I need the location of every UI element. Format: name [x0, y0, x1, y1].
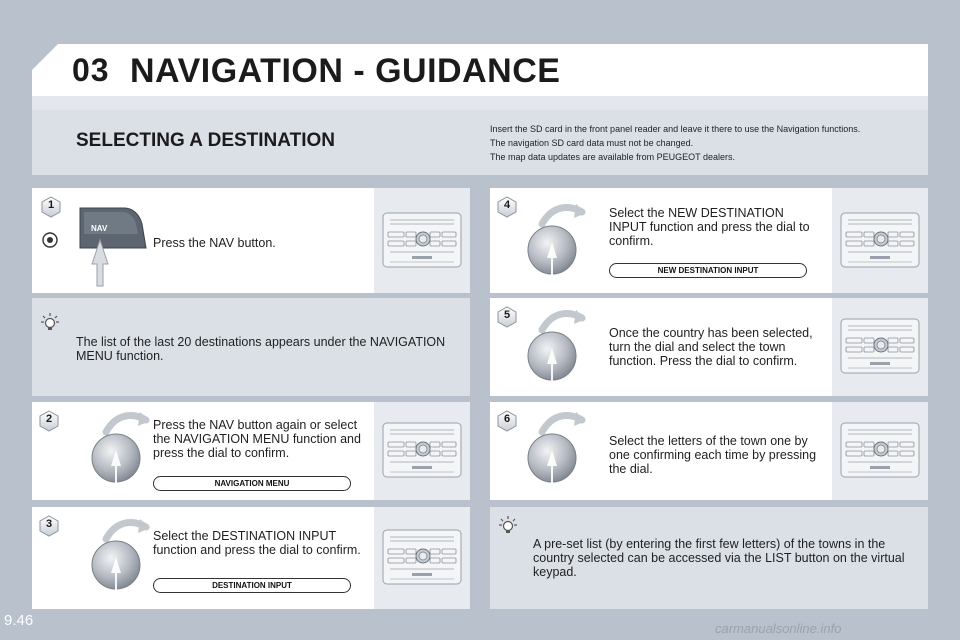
step-4-text: Select the NEW DESTINATION INPUT function and press the dial to confirm. — [609, 206, 810, 248]
nav-button-label: NAV — [91, 224, 108, 233]
step-6-panel — [490, 402, 928, 500]
step-1-text: Press the NAV button. — [153, 236, 276, 250]
step-6-text: Select the letters of the town one by one confirming each time by pressing the dial. — [609, 434, 817, 476]
step-3-illustration-area — [374, 507, 470, 609]
step-1-illustration-area — [374, 188, 470, 293]
step-1-panel — [32, 188, 470, 293]
step-3-badge — [38, 515, 60, 537]
section-title: SELECTING A DESTINATION — [76, 130, 335, 151]
step-6-badge — [496, 410, 518, 432]
step-2-badge — [38, 410, 60, 432]
step-1-number: 1 — [47, 199, 55, 211]
step-2-illustration-area — [374, 402, 470, 500]
destination-input-label: DESTINATION INPUT — [153, 578, 351, 593]
eye-icon — [41, 231, 59, 249]
radio-unit-icon — [840, 422, 920, 478]
step-2-number: 2 — [45, 413, 53, 425]
step-4-number: 4 — [503, 199, 511, 211]
step-4-illustration-area — [832, 188, 928, 293]
step-6-number: 6 — [503, 413, 511, 425]
intro-line-1: Insert the SD card in the front panel reader and leave it there to use the Navigation functions. — [490, 124, 861, 134]
tip-2-panel — [490, 507, 928, 609]
step-4-badge — [496, 196, 518, 218]
page-number: 9.46 — [4, 612, 34, 629]
step-5-illustration-area — [832, 298, 928, 396]
step-1-badge — [40, 196, 62, 218]
navigation-menu-label: NAVIGATION MENU — [153, 476, 351, 491]
radio-unit-icon — [382, 529, 462, 585]
intro-line-3: The map data updates are available from PEUGEOT dealers. — [490, 152, 735, 162]
step-5-text: Once the country has been selected, turn the dial and select the town function. Press the dial to confirm. — [609, 326, 813, 368]
step-3-panel — [32, 507, 470, 609]
dial-press-icon — [88, 406, 152, 492]
step-3-number: 3 — [45, 518, 53, 530]
dial-press-icon — [524, 198, 588, 284]
tip-1-panel — [32, 298, 470, 396]
nav-button-icon — [76, 202, 160, 288]
step-5-number: 5 — [503, 309, 511, 321]
step-5-panel — [490, 298, 928, 396]
header-stripe — [32, 96, 928, 110]
dial-press-icon — [524, 406, 588, 492]
radio-unit-icon — [382, 212, 462, 268]
intro-line-2: The navigation SD card data must not be changed. — [490, 138, 694, 148]
new-destination-input-label: NEW DESTINATION INPUT — [609, 263, 807, 278]
lightbulb-icon — [498, 515, 518, 535]
step-2-panel — [32, 402, 470, 500]
dial-press-icon — [88, 513, 152, 599]
page-title: NAVIGATION - GUIDANCE — [130, 52, 561, 90]
step-2-text: Press the NAV button again or select the NAVIGATION MENU function and press the dial to confirm. — [153, 418, 361, 460]
step-5-badge — [496, 306, 518, 328]
watermark-text: carmanualsonline.info — [715, 621, 842, 636]
step-4-panel — [490, 188, 928, 293]
lightbulb-icon — [40, 312, 60, 332]
intro-text — [490, 122, 910, 164]
step-3-text: Select the DESTINATION INPUT function and press the dial to confirm. — [153, 529, 361, 557]
chapter-number: 03 — [72, 52, 110, 88]
tip-2-text: A pre-set list (by entering the first few letters) of the towns in the country selected can be accessed via the LIST button on the virtual keypad. — [533, 537, 905, 579]
dial-turn-icon — [524, 304, 588, 390]
radio-unit-icon — [840, 318, 920, 374]
radio-unit-icon — [382, 422, 462, 478]
tip-1-text: The list of the last 20 destinations appears under the NAVIGATION MENU function. — [76, 335, 446, 363]
radio-unit-icon — [840, 212, 920, 268]
step-6-illustration-area — [832, 402, 928, 500]
